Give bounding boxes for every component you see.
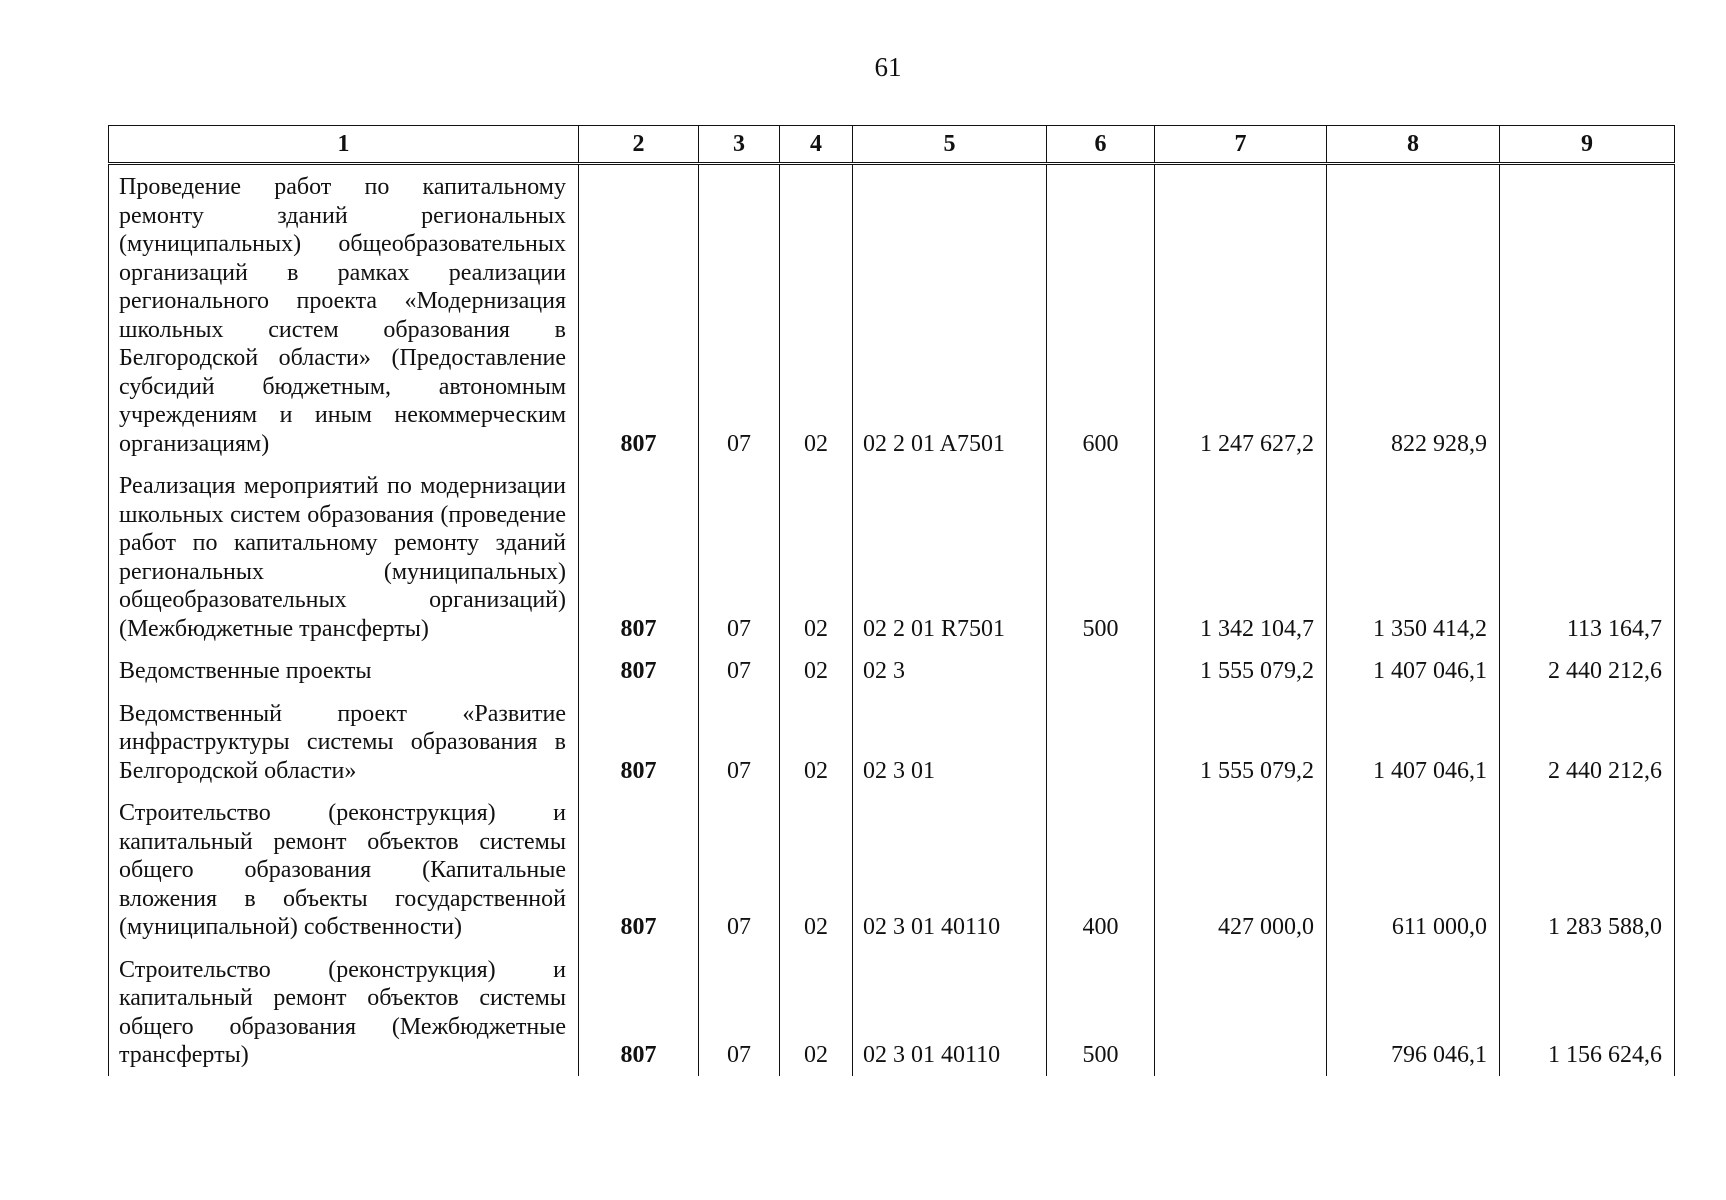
subsection-code: 02	[780, 649, 853, 692]
expense-type-code	[1047, 649, 1155, 692]
amount-col-8: 1 407 046,1	[1327, 692, 1500, 792]
row-name: Строительство (реконструкция) и капитальный ремонт объектов системы общего образования (Капитальные вложения в объекты государственной (муниципальной) собственности)	[109, 791, 579, 948]
amount-col-8: 1 350 414,2	[1327, 464, 1500, 649]
amount-col-8: 796 046,1	[1327, 948, 1500, 1076]
budget-table	[108, 125, 1675, 1076]
section-code: 07	[699, 948, 780, 1076]
table-row	[109, 692, 1675, 792]
amount-col-8: 822 928,9	[1327, 164, 1500, 465]
header-col-4: 4	[780, 126, 853, 164]
row-name: Проведение работ по капитальному ремонту зданий региональных (муниципальных) общеобразовательных организаций в рамках реализации регионального проекта «Модернизация школьных систем образования в Белгородской области» (Предоставление субсидий бюджетным, автономным учреждениям и иным некоммерческим организациям)	[109, 164, 579, 465]
section-code: 07	[699, 164, 780, 465]
target-article-code: 02 3 01	[853, 692, 1047, 792]
target-article-code: 02 2 01 A7501	[853, 164, 1047, 465]
target-article-code: 02 3	[853, 649, 1047, 692]
target-article-code: 02 3 01 40110	[853, 791, 1047, 948]
section-code: 07	[699, 692, 780, 792]
subsection-code: 02	[780, 464, 853, 649]
amount-col-8: 611 000,0	[1327, 791, 1500, 948]
table-row	[109, 948, 1675, 1076]
header-col-1: 1	[109, 126, 579, 164]
header-col-2: 2	[579, 126, 699, 164]
subsection-code: 02	[780, 948, 853, 1076]
expense-type-code: 400	[1047, 791, 1155, 948]
target-article-code: 02 3 01 40110	[853, 948, 1047, 1076]
amount-col-7: 427 000,0	[1155, 791, 1327, 948]
amount-col-9: 1 283 588,0	[1500, 791, 1675, 948]
subsection-code: 02	[780, 164, 853, 465]
expense-type-code	[1047, 692, 1155, 792]
header-col-9: 9	[1500, 126, 1675, 164]
chapter-code: 807	[579, 649, 699, 692]
chapter-code: 807	[579, 164, 699, 465]
expense-type-code: 500	[1047, 464, 1155, 649]
row-name: Ведомственный проект «Развитие инфраструктуры системы образования в Белгородской области»	[109, 692, 579, 792]
amount-col-8: 1 407 046,1	[1327, 649, 1500, 692]
amount-col-9: 113 164,7	[1500, 464, 1675, 649]
section-code: 07	[699, 464, 780, 649]
subsection-code: 02	[780, 692, 853, 792]
amount-col-7	[1155, 948, 1327, 1076]
row-name: Реализация мероприятий по модернизации школьных систем образования (проведение работ по капитальному ремонту зданий региональных (муниципальных) общеобразовательных организаций) (Межбюджетные трансферты)	[109, 464, 579, 649]
expense-type-code: 500	[1047, 948, 1155, 1076]
header-col-6: 6	[1047, 126, 1155, 164]
amount-col-9: 2 440 212,6	[1500, 649, 1675, 692]
chapter-code: 807	[579, 948, 699, 1076]
amount-col-9: 1 156 624,6	[1500, 948, 1675, 1076]
amount-col-7: 1 555 079,2	[1155, 692, 1327, 792]
amount-col-9: 2 440 212,6	[1500, 692, 1675, 792]
header-col-8: 8	[1327, 126, 1500, 164]
header-col-5: 5	[853, 126, 1047, 164]
chapter-code: 807	[579, 464, 699, 649]
table-row	[109, 649, 1675, 692]
amount-col-9	[1500, 164, 1675, 465]
amount-col-7: 1 342 104,7	[1155, 464, 1327, 649]
amount-col-7: 1 555 079,2	[1155, 649, 1327, 692]
row-name: Строительство (реконструкция) и капитальный ремонт объектов системы общего образования (Межбюджетные трансферты)	[109, 948, 579, 1076]
section-code: 07	[699, 649, 780, 692]
table-header-row	[109, 126, 1675, 164]
chapter-code: 807	[579, 692, 699, 792]
header-col-3: 3	[699, 126, 780, 164]
amount-col-7: 1 247 627,2	[1155, 164, 1327, 465]
header-col-7: 7	[1155, 126, 1327, 164]
expense-type-code: 600	[1047, 164, 1155, 465]
target-article-code: 02 2 01 R7501	[853, 464, 1047, 649]
table-row	[109, 791, 1675, 948]
page-number: 61	[874, 52, 902, 82]
chapter-code: 807	[579, 791, 699, 948]
table-row	[109, 464, 1675, 649]
subsection-code: 02	[780, 791, 853, 948]
section-code: 07	[699, 791, 780, 948]
table-row	[109, 164, 1675, 465]
row-name: Ведомственные проекты	[109, 649, 579, 692]
